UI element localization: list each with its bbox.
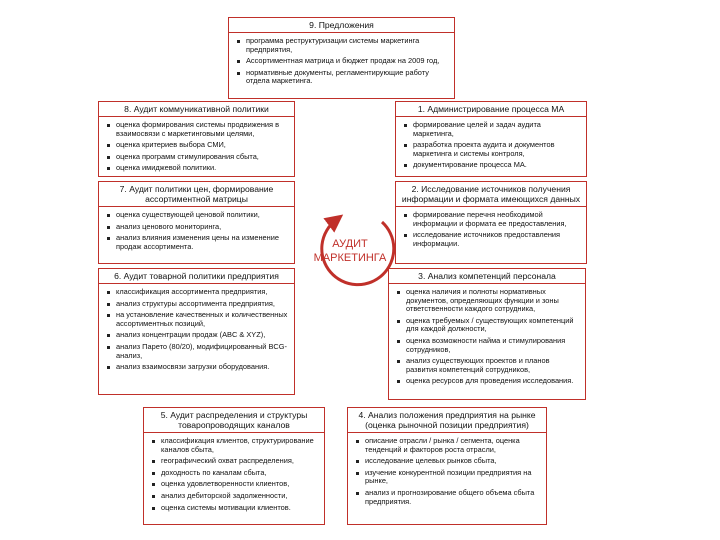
block-list: [396, 117, 586, 176]
list-item: на установление качественных и количественных ассортиментных позиций,: [116, 310, 288, 328]
list-item: анализ существующих проектов и планов развития компетенций сотрудников,: [406, 357, 580, 374]
block-list: [144, 433, 324, 518]
block-title: 2. Исследование источников получения информации и формата имеющихся данных: [396, 182, 586, 207]
block-title: 4. Анализ положения предприятия на рынке (оценка рыночной позиции предприятия): [348, 408, 546, 433]
list-item: документирование процесса МА.: [413, 161, 581, 170]
block-2-information-sources: [395, 181, 587, 264]
list-item: оценка критериев выбора СМИ,: [116, 141, 289, 150]
block-title: 7. Аудит политики цен, формирование ассортиментной матрицы: [99, 182, 294, 207]
list-item: анализ концентрации продаж (ABC & XYZ),: [116, 331, 289, 340]
list-item: классификация ассортимента предприятия,: [116, 288, 289, 297]
list-item: программа реструктуризации системы маркетинга предприятия,: [246, 37, 449, 54]
block-list: [389, 284, 585, 392]
list-item: формирование целей и задач аудита маркетинга,: [413, 121, 581, 138]
list-item: анализ влияния изменения цены на изменение продаж ассортимента.: [116, 234, 289, 251]
block-list: [99, 284, 294, 378]
block-list: [396, 207, 586, 254]
list-item: исследование источников предоставления информации.: [413, 231, 581, 248]
list-item: анализ ценового мониторинга,: [116, 223, 289, 232]
list-item: формирование перечня необходимой информации и формата ее предоставления,: [413, 211, 581, 228]
list-item: анализ дебиторской задолженности,: [161, 492, 319, 501]
block-4-market-position: [347, 407, 547, 525]
block-1-administration: [395, 101, 587, 177]
list-item: описание отрасли / рынка / сегмента, оценка тенденций и факторов роста отрасли,: [365, 437, 541, 454]
list-item: оценка имиджевой политики.: [116, 164, 289, 173]
list-item: анализ и прогнозирование общего объема сбыта предприятия.: [365, 489, 541, 506]
block-list: [99, 207, 294, 257]
center-label-line1: АУДИТ: [332, 238, 368, 250]
block-9-proposals: [228, 17, 455, 99]
list-item: анализ взаимосвязи загрузки оборудования.: [116, 363, 289, 372]
list-item: доходность по каналам сбыта,: [161, 469, 319, 478]
block-title: 5. Аудит распределения и структуры товаропроводящих каналов: [144, 408, 324, 433]
block-6-product-policy: [98, 268, 295, 395]
list-item: исследование целевых рынков сбыта,: [365, 457, 541, 466]
block-7-price-policy: [98, 181, 295, 264]
list-item: нормативные документы, регламентирующие работу отдела маркетинга.: [246, 69, 449, 86]
block-8-communication-audit: [98, 101, 295, 177]
block-title: 3. Анализ компетенций персонала: [389, 269, 585, 284]
list-item: оценка ресурсов для проведения исследования.: [406, 377, 580, 386]
list-item: анализ Парето (80/20), модифицированный BCG-анализ,: [116, 343, 289, 360]
list-item: классификация клиентов, структурирование каналов сбыта,: [161, 437, 319, 454]
list-item: географический охват распределения,: [161, 457, 319, 466]
block-list: [229, 33, 454, 92]
list-item: анализ структуры ассортимента предприятия,: [116, 300, 289, 309]
list-item: оценка формирования системы продвижения в взаимосвязи с маркетинговыми целями,: [116, 121, 289, 138]
block-list: [99, 117, 294, 179]
block-title: 8. Аудит коммуникативной политики: [99, 102, 294, 117]
list-item: оценка программ стимулирования сбыта,: [116, 153, 289, 162]
list-item: оценка требуемых / существующих компетенций для каждой должности,: [406, 317, 580, 334]
list-item: изучение конкурентной позиции предприятия на рынке,: [365, 469, 541, 486]
block-title: 1. Администрирование процесса МА: [396, 102, 586, 117]
block-5-distribution-channels: [143, 407, 325, 525]
block-list: [348, 433, 546, 512]
list-item: оценка существующей ценовой политики,: [116, 211, 289, 220]
list-item: оценка возможности найма и стимулирования сотрудников,: [406, 337, 580, 354]
list-item: оценка удовлетворенности клиентов,: [161, 480, 319, 489]
center-label-line2: МАРКЕТИНГА: [313, 252, 387, 264]
block-3-staff-competence: [388, 268, 586, 400]
list-item: оценка наличия и полноты нормативных документов, определяющих функции и зоны ответственности каждого сотрудника,: [406, 288, 580, 314]
block-title: 9. Предложения: [229, 18, 454, 33]
list-item: оценка системы мотивации клиентов.: [161, 504, 319, 513]
list-item: Ассортиментная матрица и бюджет продаж на 2009 год,: [246, 57, 449, 66]
list-item: разработка проекта аудита и документов маркетинга и системы контроля,: [413, 141, 581, 158]
block-title: 6. Аудит товарной политики предприятия: [99, 269, 294, 284]
